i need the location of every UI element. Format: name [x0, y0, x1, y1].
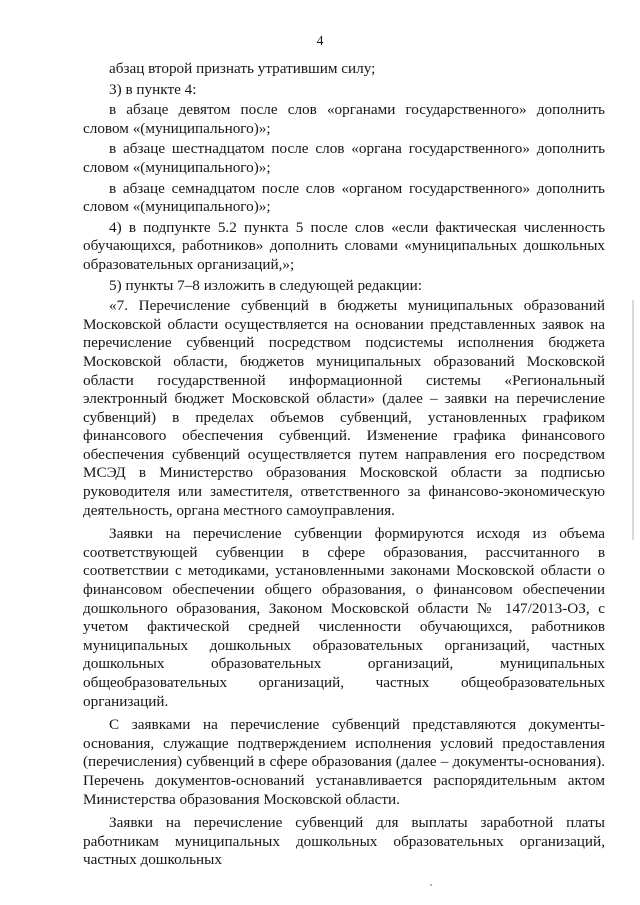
document-body: [83, 60, 605, 873]
paragraph-4: в абзаце шестнадцатом после слов «органа государственного» дополнить словом «(муниципального)»;: [83, 140, 605, 176]
paragraph-6: 4) в подпункте 5.2 пункта 5 после слов «если фактическая численность обучающихся, работников» дополнить словами «муниципальных дошкольных образовательных организаций,»;: [83, 218, 605, 273]
paragraph-1: абзац второй признать утратившим силу;: [109, 60, 376, 77]
paragraph-9: Заявки на перечисление субвенции формируются исходя из объема соответствующей субвенции в сфере образования, рассчитанного в соответствии с методиками, установленными законами Московской области о финансовом обеспечении общего образования, о финансовом обеспечении дошкольного образования, Законом Московской области № 147/2013-ОЗ, с учетом фактической средней численности обучающихся, работников муниципальных дошкольных образовательных организаций, частных дошкольных образовательных организаций, муниципальных общеобразовательных организаций, частных общеобразовательных организаций.: [83, 525, 605, 710]
scan-edge-mark: [632, 300, 634, 540]
paragraph-10: С заявками на перечисление субвенций представляются документы-основания, служащие подтверждением исполнения условий предоставления (перечисления) субвенций в сфере образования (далее – документы-основания). Перечень документов-оснований устанавливается распорядительным актом Министерства образования Московской области.: [83, 716, 605, 808]
paragraph-3: в абзаце девятом после слов «органами государственного» дополнить словом «(муниципального)»;: [83, 101, 605, 137]
scan-speck: [430, 884, 432, 886]
paragraph-2: 3) в пункте 4:: [109, 80, 197, 98]
paragraph-11: Заявки на перечисление субвенций для выплаты заработной платы работникам муниципальных дошкольных образовательных организаций, частных дошкольных: [83, 814, 605, 869]
paragraph-5: в абзаце семнадцатом после слов «органом государственного» дополнить словом «(муниципального)»;: [83, 179, 605, 216]
page-number: 4: [316, 34, 324, 49]
paragraph-8: «7. Перечисление субвенций в бюджеты муниципальных образований Московской области осуществляется на основании представленных заявок на перечисление субвенций посредством подсистемы исполнения бюджета Московской области, бюджетов муниципальных образований Московской области государственной информационной системы «Региональный электронный бюджет Московской области» (далее – заявки на перечисление субвенций) в пределах объемов субвенций, установленных графиком финансового обеспечения субвенций. Изменение графика финансового обеспечения субвенций осуществляется путем направления его посредством МСЭД в Министерство образования Московской области за подписью руководителя или заместителя, ответственного за финансово-экономическую деятельность, органа местного самоуправления.: [83, 297, 605, 519]
paragraph-7: 5) пункты 7–8 изложить в следующей редакции:: [109, 276, 423, 294]
